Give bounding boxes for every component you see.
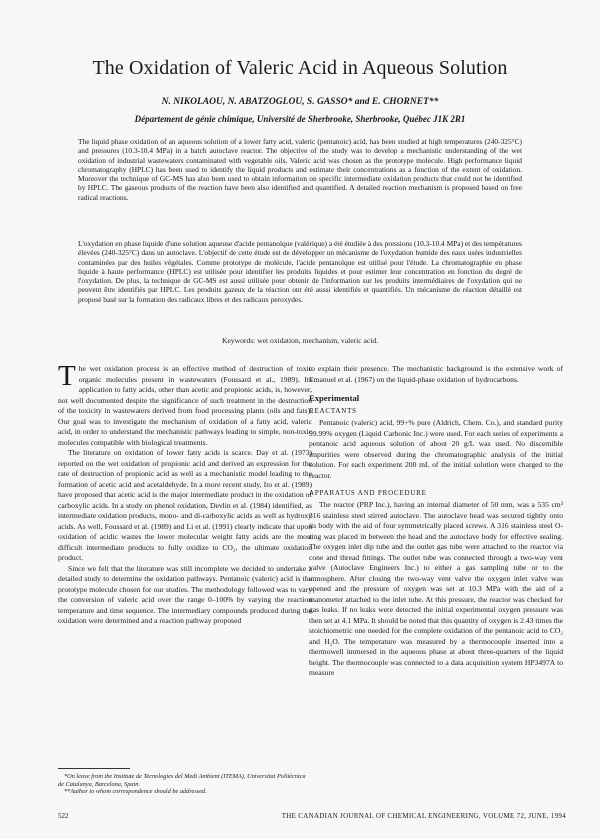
journal-citation: THE CANADIAN JOURNAL OF CHEMICAL ENGINEERING, VOLUME 72, JUNE, 1994	[281, 812, 566, 820]
intro-paragraph-1-text: he wet oxidation process is an effective method of destruction of toxic organic molecules present in wastewaters (Foussard et al., 1989). Its application to fatty acids, other than acetic and propionic acids, is, however, not well documented despite the significance of such treatment in the destruction of the toxicity in wastewaters derived from food processing plants (oils and fats). Our goal was to investigate the mechanism of oxidation of a fatty acid, valeric acid, in order to understand the mechanistic pathways leading to simple, non-toxic molecules compatible with biological treatments.	[58, 364, 312, 447]
footnotes	[58, 773, 312, 796]
drop-cap: T	[58, 360, 76, 392]
footnote-1: *On leave from the Institute de Tecnologies del Medi Ambient (ITEMA), Universitat Politècnica de Catalunya, Barcelona, Spain.	[58, 773, 306, 788]
body-column-right	[309, 364, 563, 679]
experimental-heading: Experimental	[309, 393, 360, 403]
keywords-line: Keywords: wet oxidation, mechanism, valeric acid.	[221, 336, 379, 345]
right-paragraph-1: to explain their presence. The mechanistic background is the extensive work of Emanuel et al. (1967) on the liquid-phase oxidation of hydrocarbons.	[309, 364, 563, 384]
body-column-left	[58, 360, 312, 627]
apparatus-paragraph: The reactor (PRP Inc.), having an internal diameter of 50 mm, was a 535 cm³ 316 stainless steel stirred autoclave. The autoclave head was secured tightly onto its body with the aid of four symmetrically placed screws. A 316 stainless steel O-ring was placed in between the head and the autoclave body for effective sealing. The oxygen inlet dip tube and the outlet gas tube were attached to the reactor via cone and thread fittings. The outlet tube was connected through a two-way vent valve (Autoclave Engineers Inc.) to either a gas sampling tube or to the atmosphere. After closing the two-way vent valve the oxygen inlet valve was opened and the pressure of oxygen was set at 10.3 MPa with the aid of a manometer attached to the inlet tube. At this pressure, the reactor was checked for gas leaks. If no leaks were detected the initial experimental oxygen pressure was then set at 4.1 MPa. It should be noted that this quantity of oxygen is 2.43 times the stoichiometric one needed for the complete oxidation of the pentanoic acid to CO₂ and H₂O. The temperature was measured by a thermocouple inserted into a thermowell immersed in the aqueous phase at about three-quarters of the liquid height. The thermocouple was connected to a data acquisition system HP3497A to measure	[309, 500, 563, 677]
abstract-english: The liquid phase oxidation of an aqueous solution of a lower fatty acid, valeric (pentanoic) acid, has been studied at high temperatures (240-325°C) and pressures (10.3-10.4 MPa) in a batch autoclave reactor. The objective of the study was to develop a mechanistic understanding of the wet oxidation of industrial wastewaters contaminated with vegetable oils. Valeric acid was chosen as the prototype molecule. High performance liquid chromatography (HPLC) has been used to identify the liquid products and estimate their concentrations as a function of the extent of oxidation. Moreover the technique of GC-MS has also been used to obtain information on specific intermediate oxidation products that could not be identified by HPLC. The gaseous products of the reaction have been also identified and quantified. A detailed reaction mechanism is proposed based on free radical reactions.	[78, 137, 522, 202]
footnote-rule	[58, 768, 130, 769]
intro-paragraph-1	[58, 360, 312, 448]
reactants-heading: REACTANTS	[309, 407, 357, 415]
footnote-2: **Author to whom correspondence should be addressed.	[64, 788, 207, 796]
intro-paragraph-2: The literature on oxidation of lower fatty acids is scarce. Day et al. (1973) reported on the wet oxidation of propionic acid and derived an expression for the rate of destruction of propionic acid as well as a mechanistic model leading to the formation of acetic acid and acetaldehyde. In a more recent study, Ito et al. (1989) have proposed that acetic acid is the major intermediate product in the oxidation of carboxylic acids. In a study on phenol oxidation, Devlin et al. (1984) identified, as intermediate oxidation products, mono- and di-carboxylic acids as well as hydroxy acids. As well, Foussard et al. (1989) and Li et al. (1991) clearly indicate that upon oxidation of acidic wastes the lower molecular weight fatty acids are the most difficult intermediate products to fully oxidize to CO₂, the ultimate oxidation product.	[58, 448, 312, 562]
apparatus-heading: APPARATUS AND PROCEDURE	[309, 489, 427, 497]
paper-authors: N. NIKOLAOU, N. ABATZOGLOU, S. GASSO* and E. CHORNET**	[161, 97, 439, 107]
abstract-french: L'oxydation en phase liquide d'une solution aqueuse d'acide pentanoïque (valérique) a été étudiée à des pressions (10.3-10.4 MPa) et des températures élevées (240-325°C) dans un autoclave. L'objectif de cette étude est de développer un mécanisme de l'oxydation humide des eaux usées industrielles contaminées par des huiles végétales. Comme prototype de molécule, l'acide pentanoïque est utilisé pour l'étude. La chromatographie en phase liquide à haute performance (HPLC) est utilisée pour identifier les produits liquides et pour estimer leur concentration en fonction du degré de l'oxydation. De plus, la technique de GC-MS est aussi utilisée pour obtenir de l'information sur les produits intermédiaires de l'oxydation qui ne peuvent être identifiés par HPLC. Les produits gazeux de la réaction ont été aussi identifiés et quantifiés. Un mécanisme de réaction détaillé est proposé basé sur la formation des radicaux libres et des radicaux peroxydes.	[78, 239, 522, 304]
reactants-paragraph: Pentanoic (valeric) acid, 99+% pure (Aldrich, Chem. Co.), and standard purity 99.99% oxygen (Liquid Carbonic Inc.) were used. For each series of experiments a pentanoic acid aqueous solution of about 20 g/L was used. No discernible impurities were observed during the chromatographic analysis of the initial solution. For each experiment 200 mL of the initial solution were charged to the reactor.	[309, 418, 563, 480]
intro-paragraph-3: Since we felt that the literature was still incomplete we decided to undertake a detailed study to determine the oxidation pathways. Pentanoic (valeric) acid is the prototype molecule chosen for our studies. The methodology followed was to vary the conversion of valeric acid over the range 0–100% by varying the reaction temperature and time sequence. The intermediary compounds produced during the oxidation were determined and a reaction pathway proposed	[58, 563, 312, 625]
author-affiliation: Département de génie chimique, Université de Sherbrooke, Sherbrooke, Québec J1K 2R1	[134, 114, 466, 124]
paper-title: The Oxidation of Valeric Acid in Aqueous Solution	[92, 57, 508, 79]
page-number: 522	[58, 812, 69, 820]
